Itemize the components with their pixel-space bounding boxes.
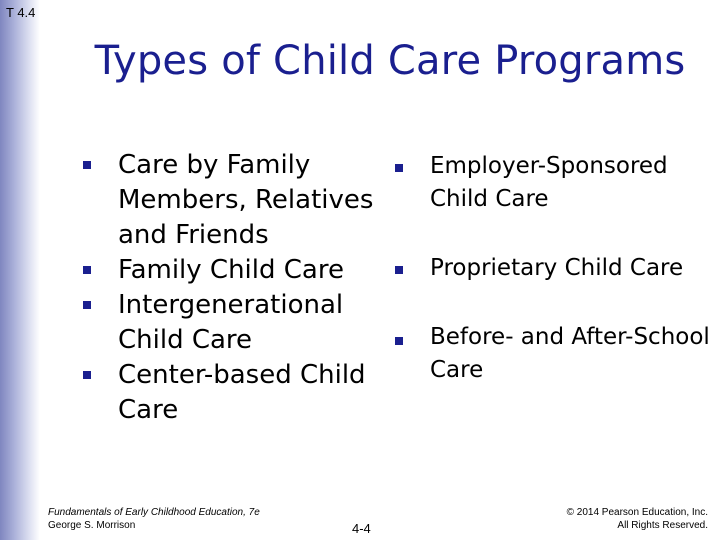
list-item-text: Family Child Care	[118, 255, 344, 285]
list-item-text: Intergenerational Child Care	[118, 290, 344, 355]
square-bullet-icon	[395, 337, 403, 345]
square-bullet-icon	[83, 371, 91, 379]
list-item	[390, 252, 710, 285]
square-bullet-icon	[83, 266, 91, 274]
side-gradient-band	[0, 0, 40, 540]
square-bullet-icon	[83, 301, 91, 309]
copyright-notice	[567, 506, 708, 532]
list-item-text: Employer-Sponsored Child Care	[430, 153, 668, 212]
list-item	[80, 288, 380, 358]
list-item	[80, 148, 380, 253]
list-item	[390, 150, 710, 216]
list-item-text: Care by Family Members, Relatives and Friends	[118, 150, 374, 250]
list-item	[390, 321, 710, 387]
list-item	[80, 358, 380, 428]
book-title: Fundamentals of Early Childhood Education, 7e	[48, 507, 260, 518]
page-number: 4-4	[352, 521, 371, 536]
list-item-text: Center-based Child Care	[118, 360, 366, 425]
left-bullet-list	[80, 148, 380, 428]
square-bullet-icon	[83, 161, 91, 169]
slide-tag: T 4.4	[6, 5, 36, 20]
footer-citation	[48, 506, 260, 532]
square-bullet-icon	[395, 266, 403, 274]
right-bullet-list	[390, 150, 710, 387]
list-item-text: Before- and After-School Care	[430, 324, 710, 383]
copyright-line: © 2014 Pearson Education, Inc.	[566, 507, 708, 518]
square-bullet-icon	[395, 164, 403, 172]
slide-title: Types of Child Care Programs	[94, 38, 686, 84]
list-item-text: Proprietary Child Care	[430, 255, 684, 281]
author-name: George S. Morrison	[48, 520, 136, 531]
list-item	[80, 253, 380, 288]
rights-line: All Rights Reserved.	[617, 520, 708, 531]
